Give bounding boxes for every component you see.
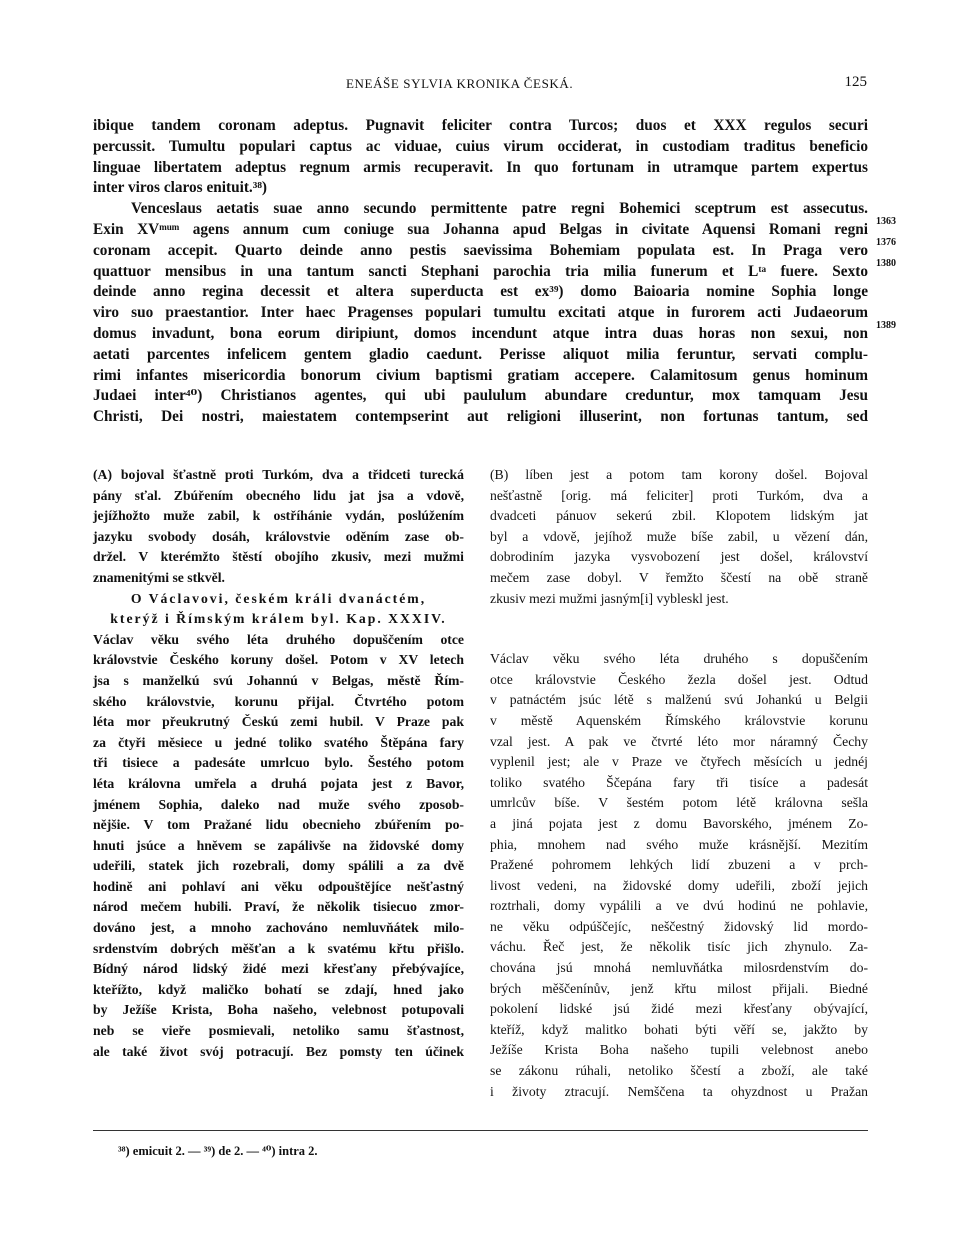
text-line: phia, mnohem nad svého muže krásnější. Mezitím	[490, 836, 868, 852]
left-column	[93, 465, 464, 1062]
spacer	[490, 629, 868, 649]
margin-year: 1389	[876, 320, 896, 331]
page-header	[0, 74, 960, 96]
text-line: deinde anno regina decessit et altera superducta est ex³⁹) domo Baioaria nomine Sophia longe	[93, 283, 868, 301]
text-line: zkusiv mezi mužmi jasným[i] vybleskl jest.	[490, 590, 729, 606]
text-line: hodině ani pohlaví ani věku odpouštějíce nešťastný	[93, 878, 464, 894]
text-line: Venceslaus aetatis suae anno secundo permittente patre regni Bohemici sceptrum est assecutus.	[131, 200, 868, 218]
text-line: linguae libertatem adeptus regnum armis recuperavit. In quo fortunam in utramque partem expertus	[93, 158, 868, 176]
text-line: jejížhožto muže zabil, k ostříhánie vydán, poslúžením	[93, 508, 464, 524]
text-line: rimi infantes misericordia bonorum civium baptismi gratiam accepere. Calamitosum genus hominum	[93, 366, 868, 384]
text-line: nějšie. V tom Pražané lidu obecnieho zbúřením po-	[93, 817, 464, 833]
text-line: livost vedeni, na židovské domy udeřili, zboží jejich	[490, 877, 868, 893]
text-line: coronam accepit. Quarto deinde anno pestis saevissima Bohemiam populata est. In Praga vero	[93, 241, 868, 259]
text-line: léta mor přeukrutný Českú zemi hubil. V Praze pak	[93, 714, 464, 730]
chapter-heading: kterýž i Římským králem byl. Kap. XXXIV.	[110, 611, 447, 627]
chapter-heading: O Václavovi, českém králi dvanáctém,	[130, 590, 427, 606]
text-line: Pražené pohromem lehkých lidí zbuzeni a v prch-	[490, 857, 868, 873]
footnote-divider	[93, 1130, 868, 1131]
text-line: vzal jest. A pak ve čtvrté léto mor náramný Čechy	[490, 733, 868, 749]
text-line: Exin XVᵐᵘᵐ agens annum cum coniuge sua Johanna apud Belgas in civitate Aquensi Romani regni	[93, 220, 868, 238]
text-line: otce královstvie Českého žezla došel jest. Odtud	[490, 671, 868, 687]
text-line: vyplenil jest; ale v Praze ve čtyřech měsících u jednéj	[490, 754, 868, 770]
text-line: Bídný národ lidský židé mezi křesťany přebývajíce,	[93, 961, 464, 977]
text-line: i životy ztracují. Nemščena ta ohyzdnost u Pražan	[490, 1083, 868, 1099]
text-line: umrlcův bíše. V šestém potom létě královna sešla	[490, 795, 868, 811]
text-line: jazyku svobody dosáh, královstvie oděním zase ob-	[93, 528, 464, 544]
text-line: roztrhali, domy vypálili a ve dvú hodinú ne pohlavie,	[490, 898, 868, 914]
text-line: léta královna umřela a druhá pojata jest z Bavor,	[93, 775, 464, 791]
text-line: byl a vdově, jejíhož muže bíše zabil, u vězení dán,	[490, 528, 868, 544]
text-line: váchu. Řeč jest, že několik tisíc jich zhynulo. Za-	[490, 939, 868, 955]
text-line: Judaei inter⁴⁰) Christianos agentes, qui ubi paululum abundare creduntur, mox tamquam Jesu	[93, 387, 868, 405]
latin-text-block	[93, 116, 868, 428]
text-line: kteříž, když malitko bohati býti věří se, jakžto by	[490, 1021, 868, 1037]
text-line: ibique tandem coronam adeptus. Pugnavit feliciter contra Turcos; duos et XXX regulos securi	[93, 117, 868, 134]
text-line: aetati parcentes infelicem gentem gladio caedunt. Perisse aliquot milia feruntur, servati complu-	[93, 345, 868, 363]
text-line: Ježíše Krista Boha našeho tupili velebnost anebo	[490, 1042, 868, 1058]
text-line: (A) bojoval šťastně proti Turkóm, dva a třidceti turecká	[93, 467, 464, 482]
text-line: nešťastně [orig. má feliciter] proti Turkóm, dva a	[490, 487, 868, 503]
text-line: kteřížto, když maličko bohatí se zdají, hned jako	[93, 981, 464, 997]
running-title: ENEÁŠE SYLVIA KRONIKA ČESKÁ.	[346, 76, 574, 91]
text-line: (B) líben jest a potom tam korony došel. Bojoval	[490, 467, 868, 482]
text-line: by Ježíše Krista, Boha našeho, velebnost potupovali	[93, 1002, 464, 1018]
text-line: národ mečem hubili. Praví, že několik tisiecuo zmor-	[93, 899, 464, 915]
text-line: neb se vieře posmievali, netoliko samu šťastnost,	[93, 1023, 464, 1039]
spacer	[490, 609, 868, 629]
page-number: 125	[844, 74, 867, 90]
margin-year: 1376	[876, 237, 896, 248]
right-column	[490, 465, 868, 1102]
text-line: jménem Sophia, daleko nad muže svého zposob-	[93, 796, 464, 812]
text-line: Václav věku svého léta druhého s dopuščením	[490, 651, 868, 667]
margin-year: 1363	[876, 216, 896, 227]
text-line: percussit. Tumultu populari captus ac viduae, cuius virum occiderat, in custodiam traditus beneficio	[93, 137, 868, 155]
text-line: ského královstvie, korunu přijal. Čtvrtého potom	[93, 693, 464, 709]
text-line: v patnáctém jsúc létě s malženú svú Johankú u Belgii	[490, 692, 868, 708]
text-line: ale také život svój potracují. Bez pomsty ten účinek	[93, 1043, 464, 1059]
text-line: znamenitými se stkvěl.	[93, 569, 225, 585]
text-line: v městě Aquenském Římského královstvie korunu	[490, 712, 868, 728]
text-line: brých měščenínův, jenž křtu milost přijali. Biedné	[490, 980, 868, 996]
text-line: jsa s manželkú svú Johannú v Belgas, městě Řím-	[93, 672, 464, 688]
text-line: udeřili, statek jich rozebrali, domy spálili a za dvě	[93, 858, 464, 874]
text-line: držel. V kterémžto štěstí obojího zkusiv, mezi mužmi	[93, 549, 464, 565]
margin-year: 1380	[876, 258, 896, 269]
text-line: hnuti jsúce a hněvem se zapálivše na židovské domy	[93, 837, 464, 853]
text-line: inter viros claros enituit.³⁸)	[93, 179, 268, 197]
text-line: dováno jest, a mnoho zachováno nemluvňátek milo-	[93, 920, 464, 936]
text-line: quattuor mensibus in una tantum sancti Stephani parochia tria milia funerum et Lᵗᵃ fuere. Sexto	[93, 262, 868, 280]
text-line: mečem zase dobyl. V řemžto ščestí na obě straně	[490, 569, 868, 585]
text-line: chována jsú mnohá nemluvňátka milosrdenstvím do-	[490, 960, 868, 976]
text-line: toliko svatého Ščepána fary tři tisíce a padesát	[490, 774, 868, 790]
text-line: za čtyři měsiece u jedné toliko svatého Štěpána fary	[93, 734, 464, 750]
text-line: dvadceti pánuov sekerú zbil. Klopotem lidským jat	[490, 508, 868, 524]
text-line: dobrodiním jazyka vysvobození jest došel, království	[490, 549, 868, 565]
text-line: viro suo praestantior. Inter haec Pragenses populari tumultu excitati atque in furorem acti Judaeorum	[93, 304, 868, 322]
text-line: a jiná pojata jest z domu Bavorského, jménem Zo-	[490, 815, 868, 831]
text-line: Christi, Dei nostri, maiestatem contempserint aut religioni illuserint, non fortunas tantum, sed	[93, 408, 868, 426]
text-line: pokolení lidské jsú židé mezi křesťany obývající,	[490, 1001, 868, 1017]
footnotes: ³⁸) emicuit 2. — ³⁹) de 2. — ⁴⁰) intra 2.	[118, 1144, 318, 1158]
text-line: domus invadunt, bona eorum diripiunt, domos incendunt atque intra duas horas non sexui, non	[93, 324, 868, 342]
text-line: se zákonu rúhali, netoliko ščestí a zboží, ale také	[490, 1063, 868, 1079]
text-line: tři tisiece a padesáte umrlcuo bylo. Šestého potom	[93, 755, 464, 771]
text-line: Václav věku svého léta druhého dopuščením otce	[93, 631, 464, 647]
text-line: srdenstvím dobrých měšťan a k svatému křtu přišlo.	[93, 940, 464, 956]
text-line: královstvie Českého koruny došel. Potom v XV letech	[93, 652, 464, 668]
text-line: ne věku odpúščejíc, neščestný židovský lid mordo-	[490, 918, 868, 934]
text-line: pány sťal. Zbúřením obecného lidu jat jsa a vdově,	[93, 487, 464, 503]
